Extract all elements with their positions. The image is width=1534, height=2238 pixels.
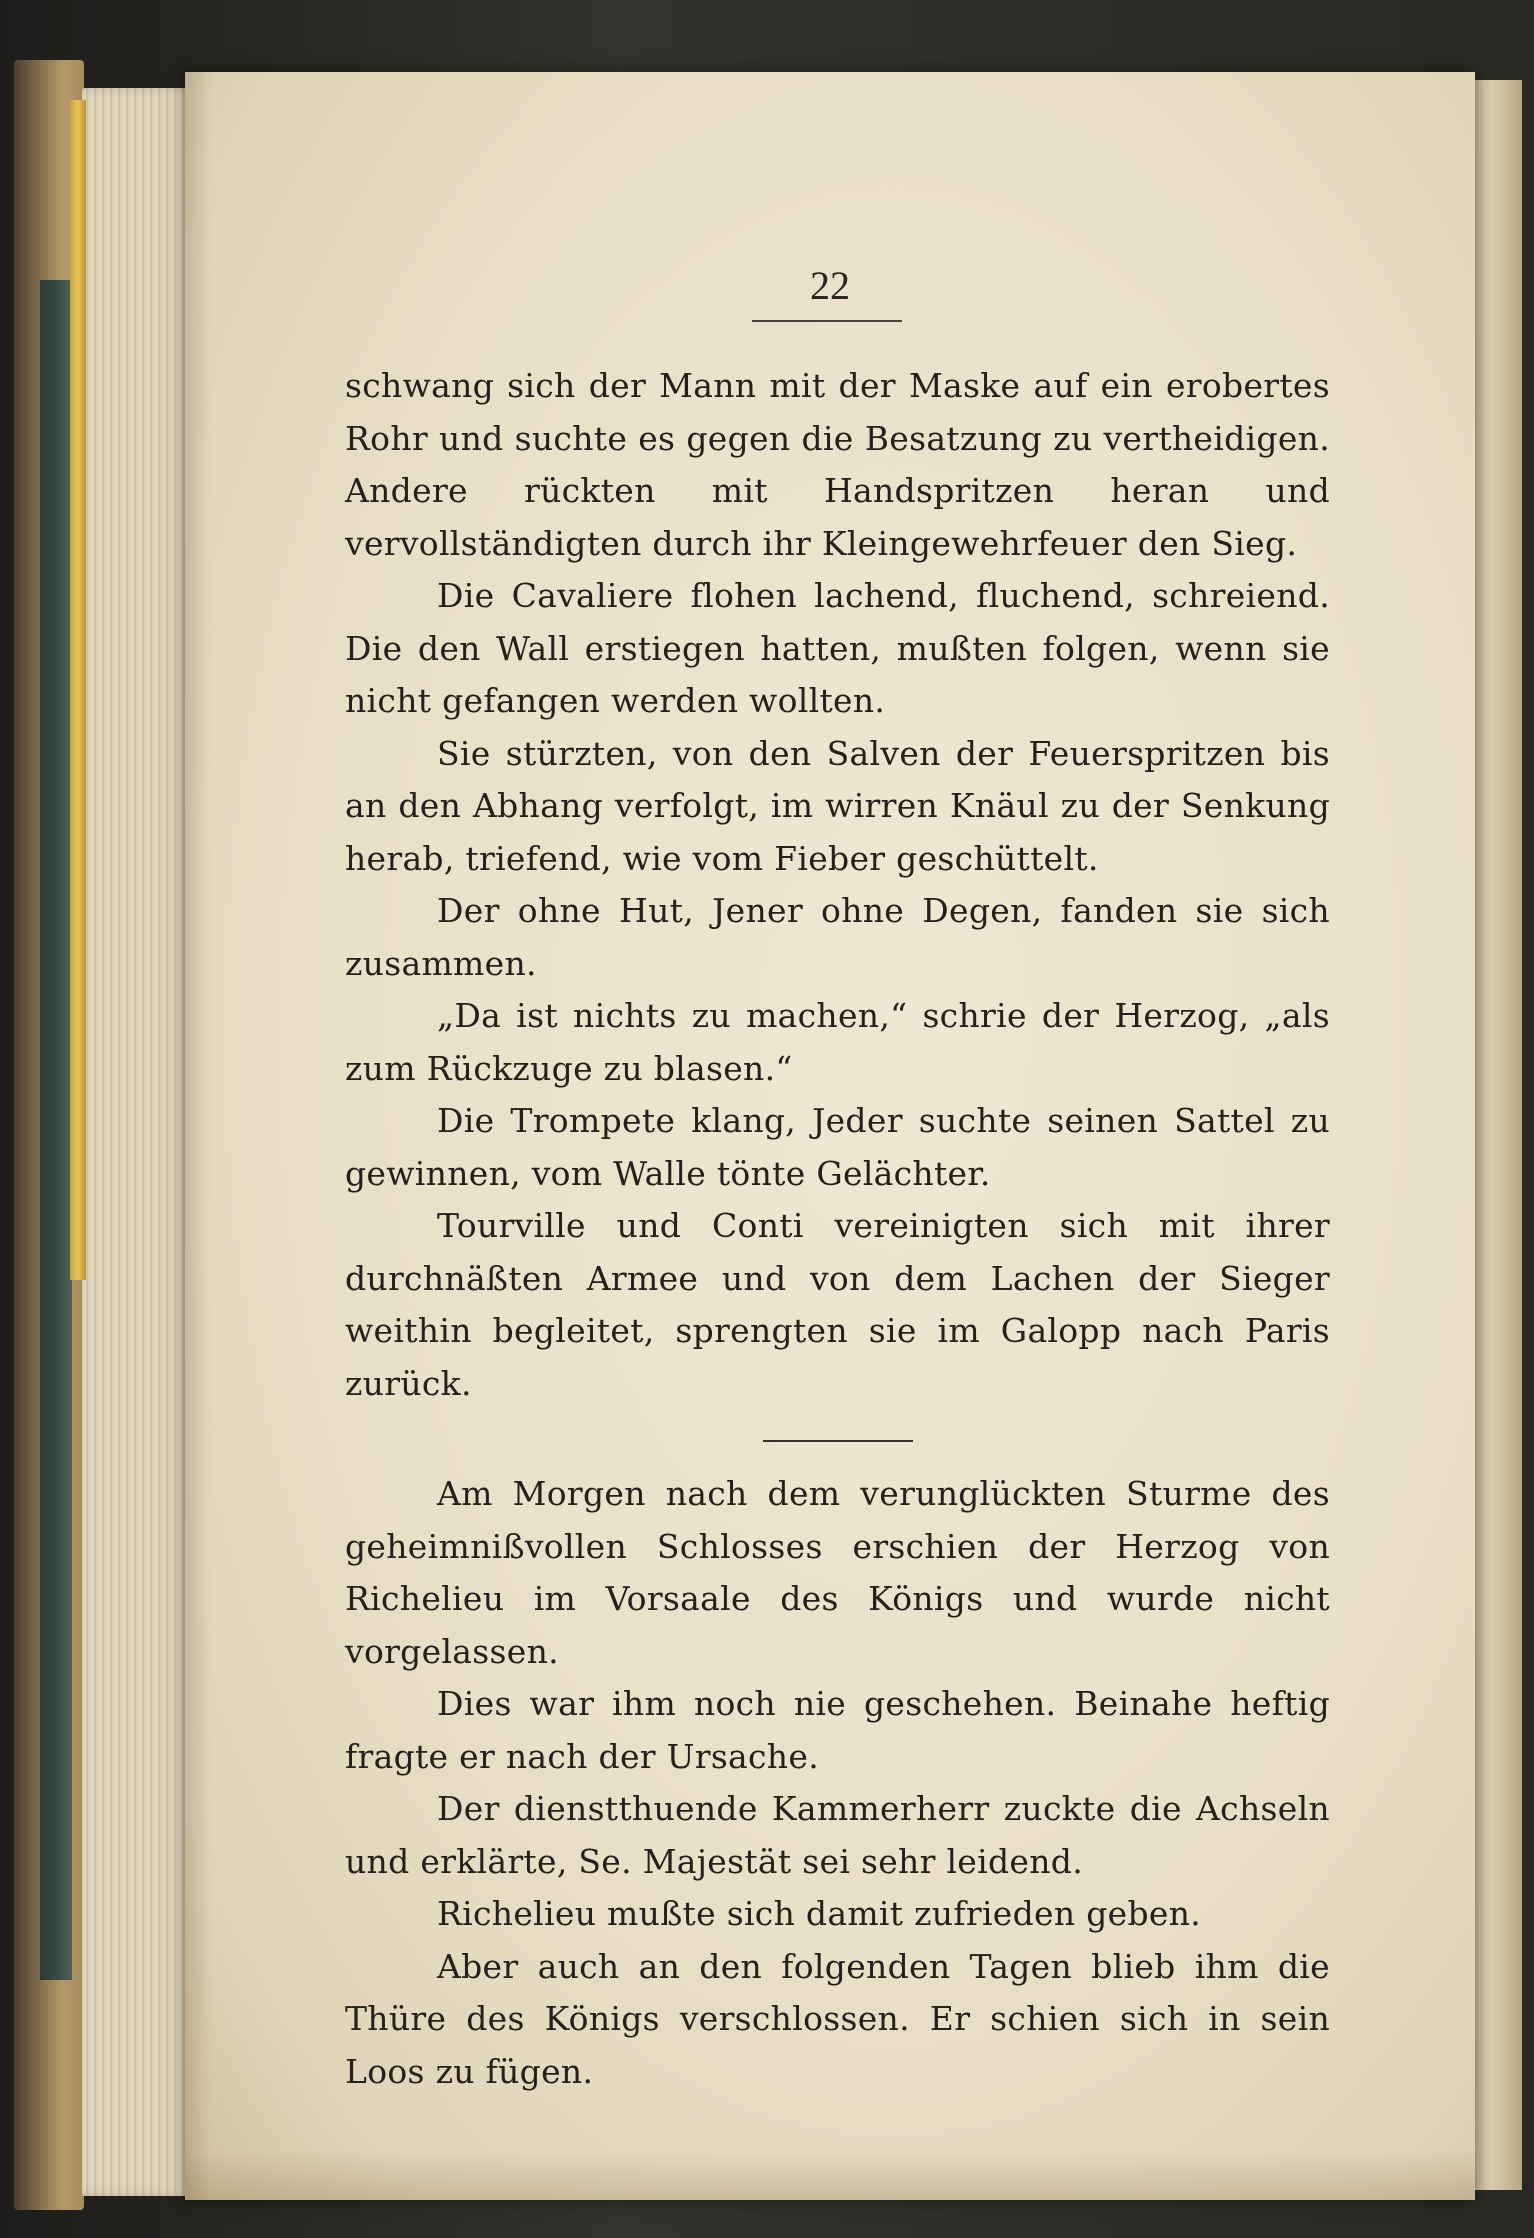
paragraph: Die Cavaliere flohen lachend, fluchend, schreiend. Die den Wall erstiegen hatten, mußten folgen, wenn sie nicht gefangen werden wollten. xyxy=(345,576,1330,720)
paragraph: Der ohne Hut, Jener ohne Degen, fanden sie sich zusammen. xyxy=(345,891,1330,983)
stacked-page-edges xyxy=(82,88,202,2196)
paragraph: Sie stürzten, von den Salven der Feuerspritzen bis an den Abhang verfolgt, im wirren Knäul zu der Senkung herab, triefend, wie vom Fieber geschüttelt. xyxy=(345,733,1330,878)
page-body-text xyxy=(345,360,1330,2098)
paragraph: schwang sich der Mann mit der Maske auf ein erobertes Rohr und suchte es gegen die Besatzung zu vertheidigen. Andere rückten mit Handspritzen heran und vervollständigten durch ihr Kleingewehrfeuer den Sieg. xyxy=(345,366,1330,563)
paragraph: Am Morgen nach dem verunglückten Sturme des geheimnißvollen Schlosses erschien der Herzog von Richelieu im Vorsaale des Königs und wurde nicht vorgelassen. xyxy=(345,1474,1330,1671)
paragraph: Aber auch an den folgenden Tagen blieb ihm die Thüre des Königs verschlossen. Er schien sich in sein Loos zu fügen. xyxy=(345,1946,1330,2091)
paragraph: „Da ist nichts zu machen,“ schrie der Herzog, „als zum Rückzuge zu blasen.“ xyxy=(345,996,1330,1088)
paragraph: Der dienstthuende Kammerherr zuckte die Achseln und erklärte, Se. Majestät sei sehr leidend. xyxy=(345,1789,1330,1881)
page-number: 22 xyxy=(810,263,850,308)
paragraph: Tourville und Conti vereinigten sich mit ihrer durchnäßten Armee und von dem Lachen der Sieger weithin begleitet, sprengten sie im Galopp nach Paris zurück. xyxy=(345,1206,1330,1403)
book-spine-strip xyxy=(40,280,72,1980)
paragraph: Richelieu mußte sich damit zufrieden geben. xyxy=(437,1894,1202,1933)
section-divider xyxy=(763,1440,913,1442)
paragraph: Die Trompete klang, Jeder suchte seinen Sattel zu gewinnen, vom Walle tönte Gelächter. xyxy=(345,1101,1330,1193)
right-page-edge xyxy=(1472,80,1522,2190)
gilt-edge xyxy=(70,100,86,1280)
page-number-rule xyxy=(752,320,902,322)
page-bottom-wear xyxy=(185,2150,1475,2200)
paragraph: Dies war ihm noch nie geschehen. Beinahe heftig fragte er nach der Ursache. xyxy=(345,1684,1330,1776)
